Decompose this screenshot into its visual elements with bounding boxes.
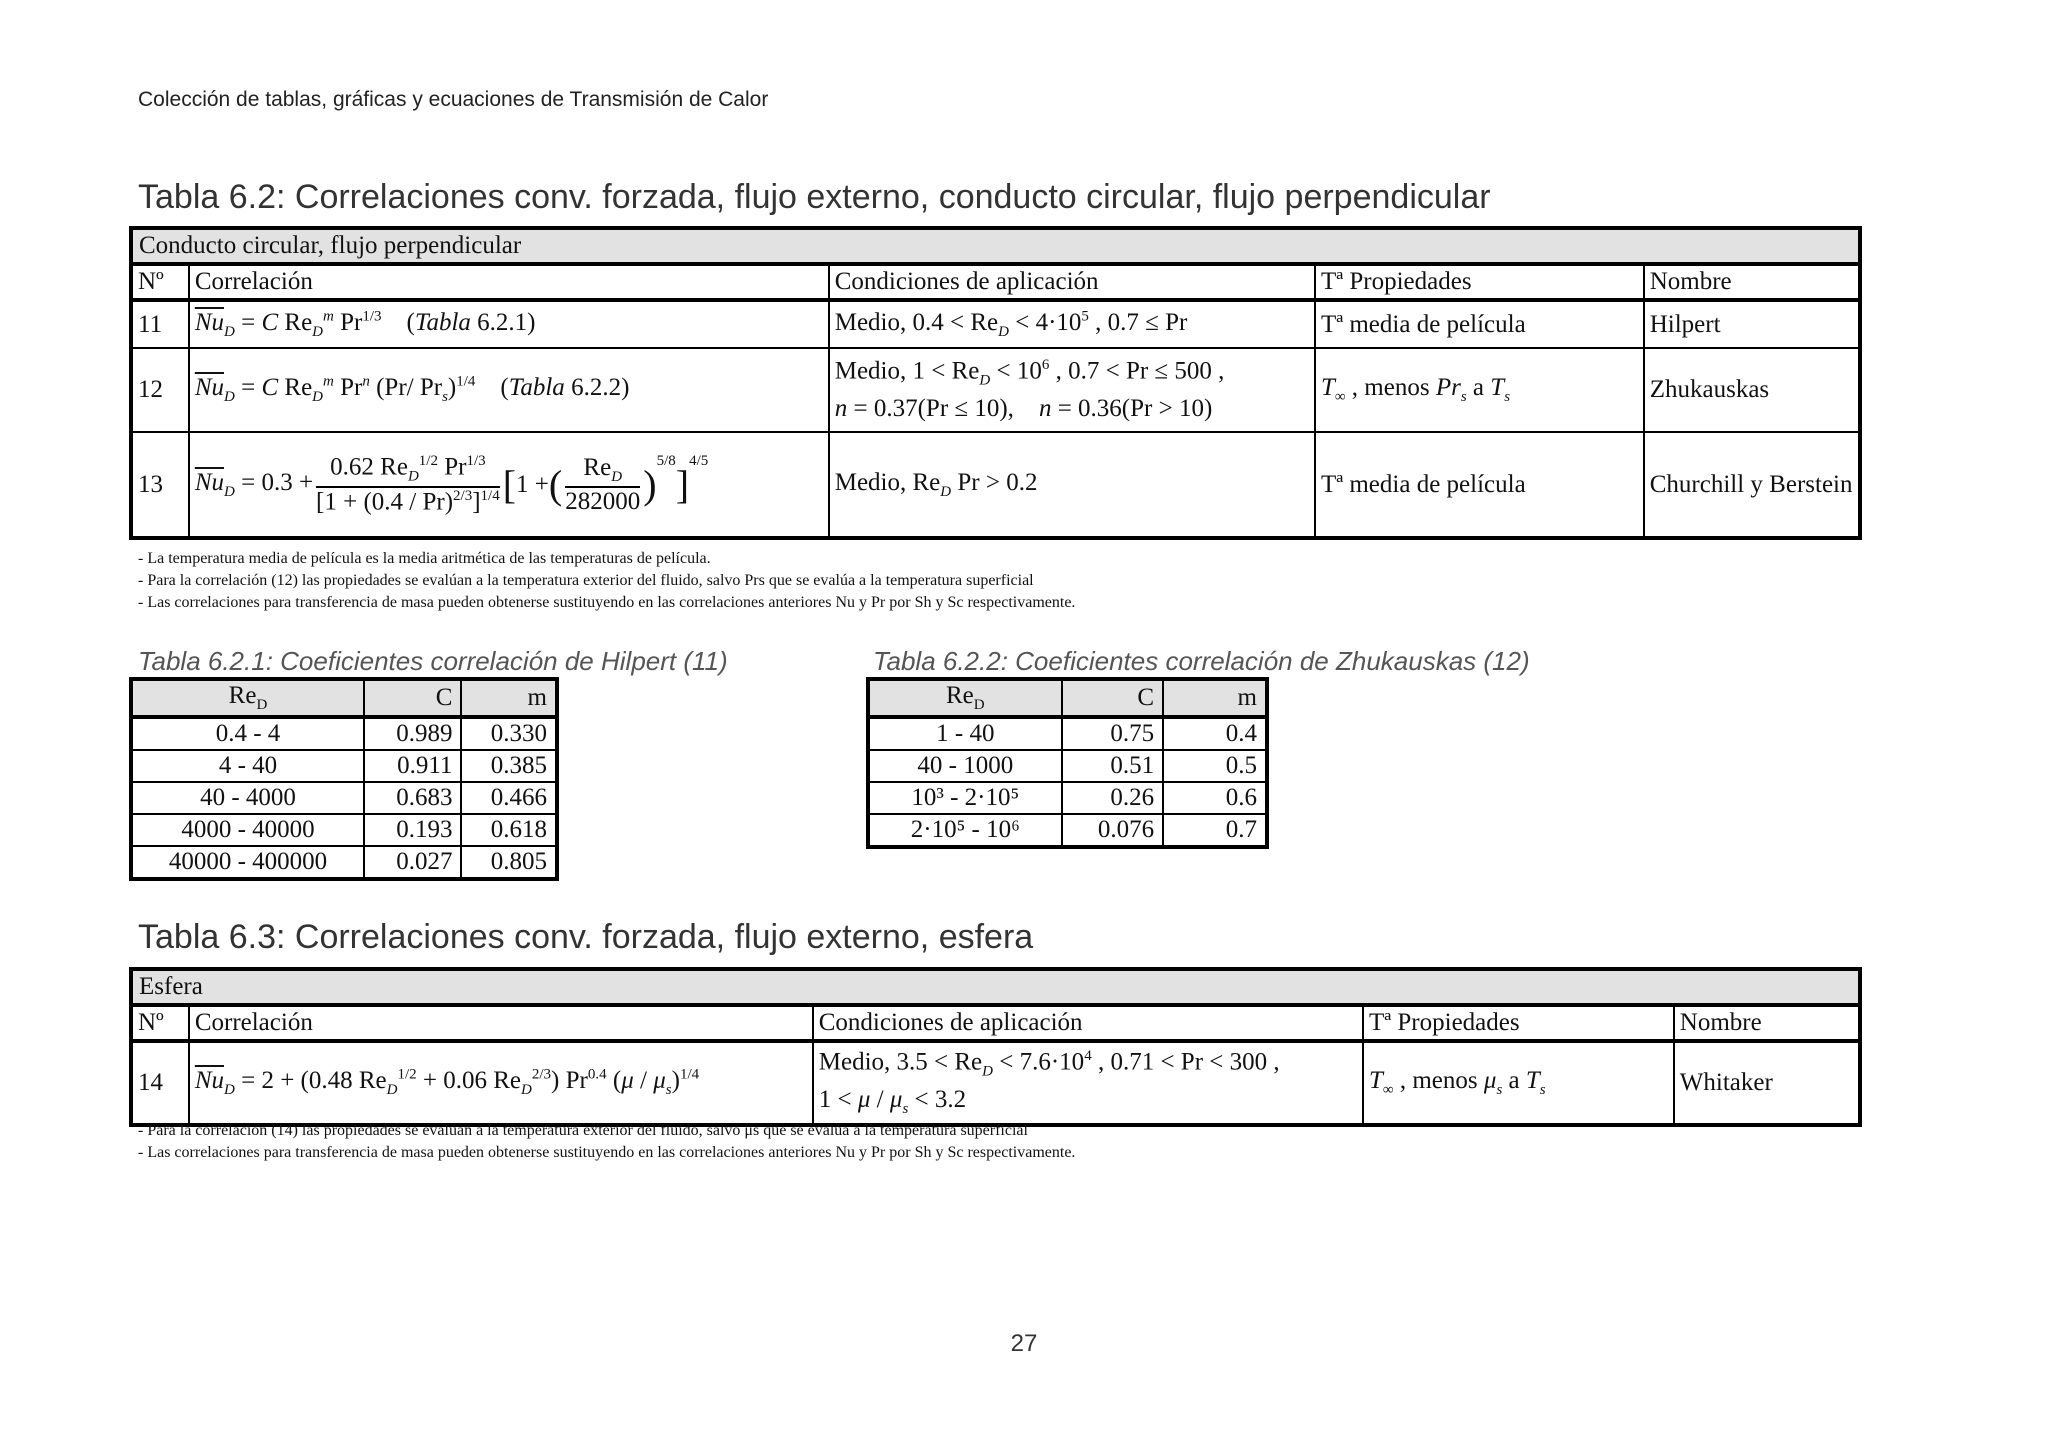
application-conditions: Medio, $Re_D$ Pr > 0.2 (829, 432, 1315, 538)
coef-m: 0.4 (1163, 717, 1267, 750)
table-6-2-caption: Tabla 6.2: Correlaciones conv. forzada, flujo externo, conducto circular, flujo perpendicular (138, 178, 1491, 216)
table-row (131, 814, 557, 846)
application-conditions: Medio, $1 < Re_D < 10^6$ , 0.7 < Pr ≤ 500 , n = 0.37(Pr ≤ 10), n = 0.36(Pr > 10) (829, 348, 1315, 432)
running-header: Colección de tablas, gráficas y ecuaciones de Transmisión de Calor (138, 88, 769, 111)
coef-c: 0.989 (364, 717, 461, 750)
red-range: 10³ - 2·10⁵ (868, 782, 1062, 814)
header-properties: Tª Propiedades (1363, 1005, 1674, 1041)
red-range: 40 - 1000 (868, 750, 1062, 782)
table-6-2-2-caption: Tabla 6.2.2: Coeficientes correlación de Zhukauskas (12) (873, 646, 1530, 676)
coef-m: 0.385 (461, 750, 557, 782)
header-conditions: Condiciones de aplicación (829, 264, 1315, 300)
property-temperature: Tª media de película (1315, 300, 1644, 348)
table-6-2-1-caption: Tabla 6.2.1: Coeficientes correlación de Hilpert (11) (138, 646, 728, 676)
section-title: Esfera (131, 969, 1860, 1005)
table-row (131, 432, 1860, 538)
coef-m: 0.6 (1163, 782, 1267, 814)
coef-c: 0.076 (1062, 814, 1163, 847)
header-conditions: Condiciones de aplicación (813, 1005, 1363, 1041)
red-range: 40 - 4000 (131, 782, 364, 814)
header-no: Nº (131, 1005, 189, 1041)
correlation-name: Zhukauskas (1644, 348, 1860, 432)
table-row (868, 782, 1267, 814)
coef-m: 0.618 (461, 814, 557, 846)
table-row (131, 348, 1860, 432)
coef-m: 0.330 (461, 717, 557, 750)
table-row (131, 300, 1860, 348)
table-6-3 (129, 967, 1862, 1127)
table-row (131, 782, 557, 814)
header-properties: Tª Propiedades (1315, 264, 1644, 300)
header-m: m (1163, 679, 1267, 717)
correlation-name: Hilpert (1644, 300, 1860, 348)
table-row (131, 846, 557, 879)
table-6-3-caption: Tabla 6.3: Correlaciones conv. forzada, flujo externo, esfera (138, 918, 1034, 956)
table-6-2 (129, 226, 1862, 540)
table-6-2-2 (866, 677, 1269, 849)
section-title: Conducto circular, flujo perpendicular (131, 228, 1860, 264)
coef-c: 0.683 (364, 782, 461, 814)
application-conditions: Medio, $3.5 < Re_D < 7.6\cdot 10^4$ , 0.71 < Pr < 300 , $1 < \mu / \mu_s < 3.2$ (813, 1041, 1363, 1125)
header-red: $Re_D$ (868, 679, 1062, 717)
property-temperature: Tª media de película (1315, 432, 1644, 538)
header-c: C (1062, 679, 1163, 717)
header-correlation: Correlación (189, 1005, 813, 1041)
correlation-formula: $\overline{Nu}_D = 0.3$ + $\frac{0.62 Re_D^{1/2} Pr^{1/3}}{[1 + (0.4 / Pr)^{2/3}]^{1/4}}$ [ 1 + ( $\frac{Re_D}{282000}$ ) $^{5/8}$ ] $^{4/5}$ (189, 432, 829, 538)
correlation-formula: $\overline{Nu}_D = 2 + (0.48$ $Re_D^{1/2} + 0.06$ $Re_D^{2/3}$) $Pr^{0.4}$ $(\mu / \mu_s)^{1/4}$ (189, 1041, 813, 1125)
row-number: 12 (131, 348, 189, 432)
note: - La temperatura media de película es la media aritmética de las temperaturas de película. (138, 550, 711, 567)
coef-c: 0.911 (364, 750, 461, 782)
note: - Las correlaciones para transferencia de masa pueden obtenerse sustituyendo en las correlaciones anteriores Nu y Pr por Sh y Sc respectivamente. (138, 1144, 1076, 1161)
header-red: $Re_D$ (131, 679, 364, 717)
table-row (868, 814, 1267, 847)
table-6-3-notes (138, 1120, 1075, 1164)
coef-c: 0.26 (1062, 782, 1163, 814)
table-6-2-1 (129, 677, 559, 881)
table-row (131, 1041, 1860, 1125)
header-correlation: Correlación (189, 264, 829, 300)
property-temperature: $T_\infty$ , menos $Pr_s$ a $T_s$ (1315, 348, 1644, 432)
red-range: 40000 - 400000 (131, 846, 364, 879)
coef-m: 0.466 (461, 782, 557, 814)
property-temperature: $T_\infty$ , menos $\mu_s$ a $T_s$ (1363, 1041, 1674, 1125)
header-m: m (461, 679, 557, 717)
correlation-formula: $\overline{Nu}_D = C$ $Re_D^m$ $Pr^{1/3}$ (Tabla 6.2.1) (189, 300, 829, 348)
header-c: C (364, 679, 461, 717)
red-range: 4 - 40 (131, 750, 364, 782)
header-name: Nombre (1644, 264, 1860, 300)
page-number: 27 (1010, 1330, 1038, 1357)
table-row (131, 750, 557, 782)
note: - Las correlaciones para transferencia de masa pueden obtenerse sustituyendo en las correlaciones anteriores Nu y Pr por Sh y Sc respectivamente. (138, 594, 1076, 611)
header-name: Nombre (1674, 1005, 1860, 1041)
table-row (868, 717, 1267, 750)
coef-c: 0.193 (364, 814, 461, 846)
coef-c: 0.75 (1062, 717, 1163, 750)
red-range: 4000 - 40000 (131, 814, 364, 846)
coef-m: 0.5 (1163, 750, 1267, 782)
note: - Para la correlación (12) las propiedades se evalúan a la temperatura exterior del fluido, salvo Prs que se evalúa a la temperatura superficial (138, 572, 1034, 589)
correlation-formula: $\overline{Nu}_D = C$ $Re_D^m$ Pr$^n$ (Pr/ $Pr_s)^{1/4}$ (Tabla 6.2.2) (189, 348, 829, 432)
row-number: 14 (131, 1041, 189, 1125)
correlation-name: Whitaker (1674, 1041, 1860, 1125)
application-conditions: Medio, $0.4 < Re_D < 4\cdot 10^5$ , 0.7 ≤ Pr (829, 300, 1315, 348)
row-number: 13 (131, 432, 189, 538)
coef-c: 0.027 (364, 846, 461, 879)
red-range: 2·10⁵ - 10⁶ (868, 814, 1062, 847)
table-row (868, 750, 1267, 782)
header-no: Nº (131, 264, 189, 300)
red-range: 0.4 - 4 (131, 717, 364, 750)
row-number: 11 (131, 300, 189, 348)
red-range: 1 - 40 (868, 717, 1062, 750)
coef-c: 0.51 (1062, 750, 1163, 782)
coef-m: 0.7 (1163, 814, 1267, 847)
coef-m: 0.805 (461, 846, 557, 879)
note: - Para la correlación (14) las propiedades se evalúan a la temperatura exterior del fluido, salvo μs que se evalúa a la temperatura superficial (138, 1122, 1028, 1139)
table-row (131, 717, 557, 750)
table-6-2-notes (138, 548, 1075, 614)
correlation-name: Churchill y Berstein (1644, 432, 1860, 538)
